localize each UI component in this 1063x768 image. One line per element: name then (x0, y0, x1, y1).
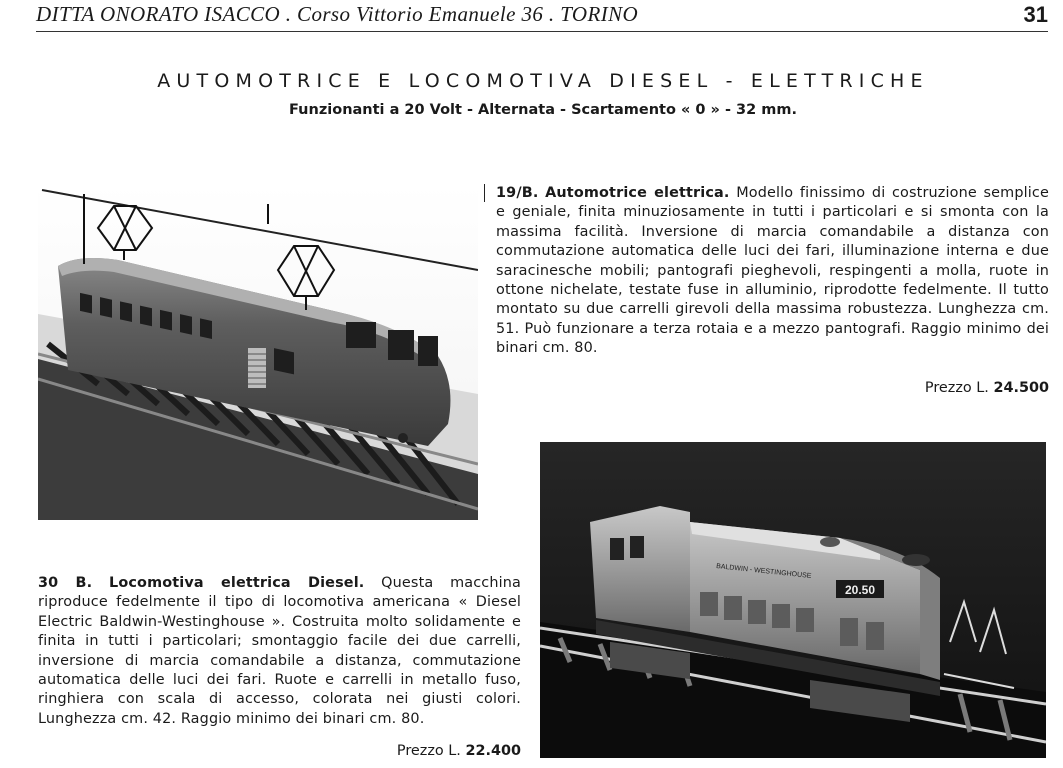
page-subtitle: Funzionanti a 20 Volt - Alternata - Scartamento « 0 » - 32 mm. (289, 102, 797, 118)
product-30b-text: Questa macchina riproduce fedelmente il tipo di locomotiva americana « Diesel Electric Baldwin-Westinghouse ». Costruita molto solidamente e finita in tutti i particolari; smontaggio facile dei due carrelli, inversione di marcia comandabile a distanza, commutazione automatica delle luci dei fari. Ruote e carrelli in metallo fuso, ringhiera con scala di accesso, colorata nei giusti colori. Lunghezza cm. 42. Raggio minimo dei binari cm. 80. (38, 575, 522, 727)
product-19b-name: Automotrice elettrica. (545, 185, 730, 201)
product-19b-price-value: 24.500 (993, 380, 1049, 396)
page-number: 31 (1023, 2, 1048, 27)
railcar-photo (38, 184, 478, 520)
diesel-side-lettering: BALDWIN - WESTINGHOUSE (715, 563, 812, 580)
header-rule (36, 31, 1048, 32)
page-title: AUTOMOTRICE E LOCOMOTIVA DIESEL - ELETTRICHE (157, 70, 929, 92)
product-19b-text: Modello finissimo di costruzione semplice e geniale, finita minuziosamente in tutti i particolari e si smonta con la massima facilità. Inversione di marcia comandabile a distanza con commutazione automatica delle luci dei fari, illuminazione interna e due saracinesche mobili; pantografi pieghevoli, respingenti a molla, ruote in ottone nichelate, testate fuse in alluminio, riprodotte fedelmente. Il tutto montato su due carrelli girevoli della massima robustezza. Lunghezza cm. 51. Può funzionare a terza rotaia e a mezzo pantografi. Raggio minimo dei binari cm. 80. (496, 185, 1049, 357)
product-30b-name: Locomotiva elettrica Diesel. (109, 575, 365, 591)
product-30b-price (300, 743, 521, 759)
product-19b-code: 19/B. (496, 185, 539, 201)
product-19b-description (496, 184, 1049, 359)
description-marker (484, 184, 485, 202)
product-30b-code: 30 B. (38, 575, 93, 591)
header-company-line: DITTA ONORATO ISACCO . Corso Vittorio Emanuele 36 . TORINO (36, 2, 639, 26)
product-30b-price-label: Prezzo L. (396, 743, 461, 759)
product-30b-description (38, 574, 521, 729)
product-19b-price-label: Prezzo L. (924, 380, 989, 396)
product-30b-price-value: 22.400 (465, 743, 521, 759)
product-19b-price (840, 380, 1049, 396)
diesel-number-plate: 20.50 (844, 583, 876, 597)
diesel-locomotive-photo (540, 442, 1046, 758)
